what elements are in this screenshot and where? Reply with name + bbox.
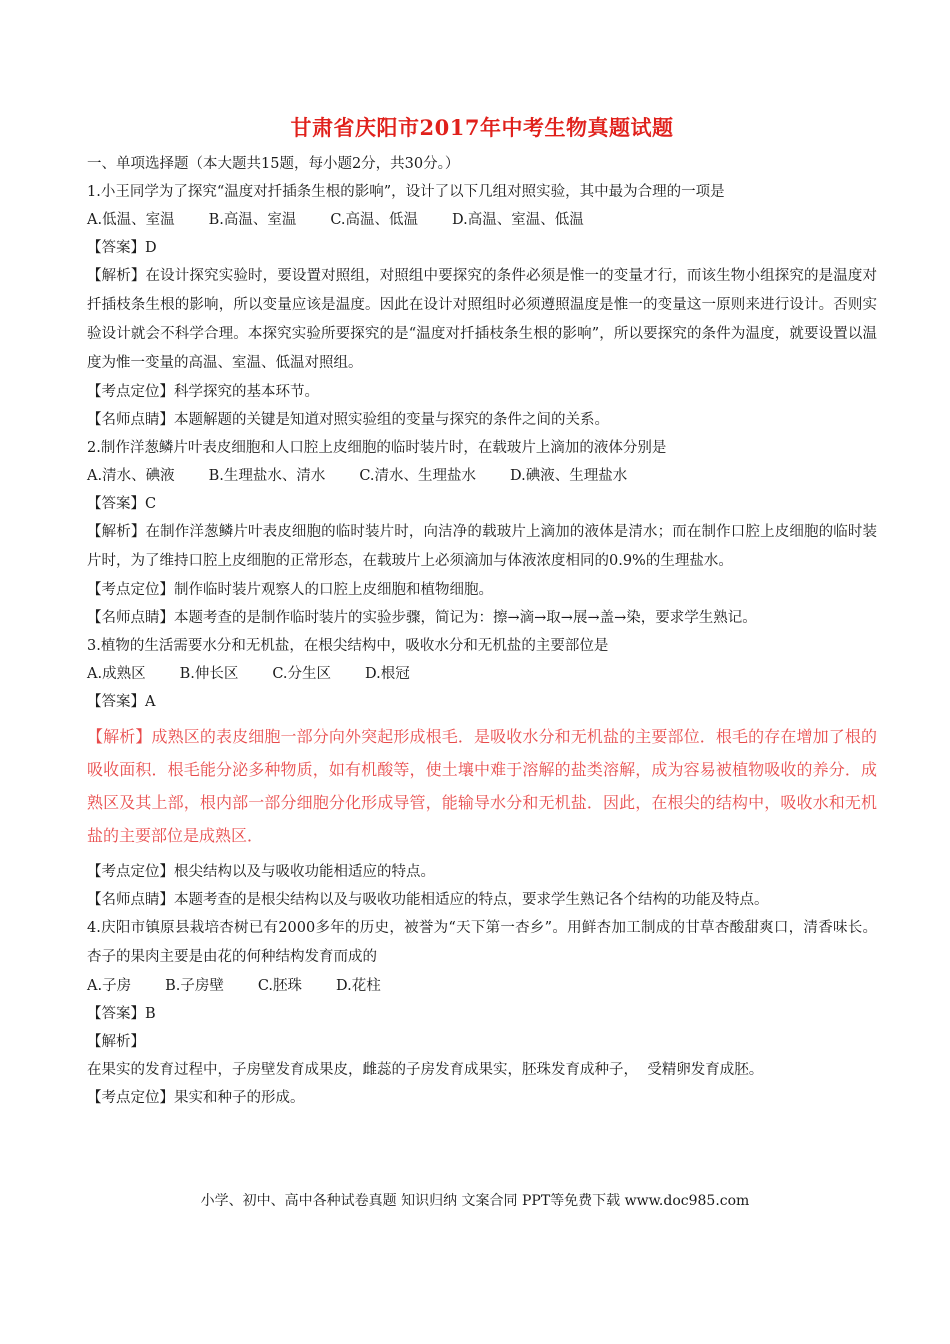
q3-option-d: D.根冠 (365, 666, 410, 682)
q4-analysis: 在果实的发育过程中，子房壁发育成果皮，雌蕊的子房发育成果实，胚珠发育成种子， 受精卵发育成胚。 (87, 1062, 764, 1078)
q1-option-d: D.高温、室温、低温 (452, 212, 584, 228)
q2-option-b: B.生理盐水、清水 (208, 468, 326, 484)
q2-stem: 2.制作洋葱鳞片叶表皮细胞和人口腔上皮细胞的临时装片时，在载玻片上滴加的液体分别是 (87, 440, 667, 456)
q2-options (87, 462, 877, 490)
q3-stem: 3.植物的生活需要水分和无机盐，在根尖结构中，吸收水分和无机盐的主要部位是 (87, 638, 609, 654)
q3-dianjing: 【名师点睛】本题考查的是根尖结构以及与吸收功能相适应的特点，要求学生熟记各个结构的功能及特点。 (87, 892, 769, 908)
q4-option-d: D.花柱 (336, 978, 381, 994)
q2-answer: 【答案】C (87, 496, 157, 512)
page-title: 甘肃省庆阳市2017年中考生物真题试题 (290, 115, 674, 140)
q3-option-c: C.分生区 (272, 666, 332, 682)
q1-option-b: B.高温、室温 (208, 212, 297, 228)
page-footer: 小学、初中、高中各种试卷真题 知识归纳 文案合同 PPT等免费下载 www.doc985.com (200, 1193, 750, 1209)
q3-answer: 【答案】A (87, 694, 156, 710)
q1-option-a: A.低温、室温 (87, 212, 175, 228)
q3-kaodian: 【考点定位】根尖结构以及与吸收功能相适应的特点。 (87, 864, 435, 880)
q1-answer: 【答案】D (87, 240, 157, 256)
q2-option-d: D.碘液、生理盐水 (510, 468, 628, 484)
q1-option-c: C.高温、低温 (330, 212, 419, 228)
q2-kaodian: 【考点定位】制作临时装片观察人的口腔上皮细胞和植物细胞。 (87, 582, 493, 598)
q3-options (87, 660, 877, 688)
section-heading: 一、单项选择题（本大题共15题，每小题2分，共30分。） (87, 156, 460, 172)
document-body (87, 112, 877, 1112)
q2-analysis: 【解析】在制作洋葱鳞片叶表皮细胞的临时装片时，向洁净的载玻片上滴加的液体是清水；而在制作口腔上皮细胞的临时装片时，为了维持口腔上皮细胞的正常形态，在载玻片上必须滴加与体液浓度相同的0.9%的生理盐水。 (87, 524, 877, 569)
q2-dianjing: 【名师点睛】本题考查的是制作临时装片的实验步骤，简记为：擦→滴→取→展→盖→染，要求学生熟记。 (87, 610, 757, 626)
q4-option-c: C.胚珠 (257, 978, 303, 994)
q4-analysis-label: 【解析】 (87, 1034, 145, 1050)
q1-analysis: 【解析】在设计探究实验时，要设置对照组，对照组中要探究的条件必须是惟一的变量才行，而该生物小组探究的是温度对扦插枝条生根的影响，所以变量应该是温度。因此在设计对照组时必须遵照温度是惟一的变量这一原则来进行设计。否则实验设计就会不科学合理。本探究实验所要探究的是“温度对扦插枝条生根的影响”，所以要探究的条件为温度，就要设置以温度为惟一变量的高温、室温、低温对照组。 (87, 268, 877, 371)
q4-options (87, 972, 877, 1000)
q4-option-b: B.子房壁 (165, 978, 224, 994)
q1-kaodian: 【考点定位】科学探究的基本环节。 (87, 384, 319, 400)
q3-analysis: 【解析】成熟区的表皮细胞一部分向外突起形成根毛．是吸收水分和无机盐的主要部位．根毛的存在增加了根的吸收面积．根毛能分泌多种物质，如有机酸等，使土壤中难于溶解的盐类溶解，成为容易被植物吸收的养分．成熟区及其上部，根内部一部分细胞分化形成导管，能输导水分和无机盐．因此，在根尖的结构中，吸收水和无机盐的主要部位是成熟区． (87, 727, 877, 845)
q1-options (87, 206, 877, 234)
q4-option-a: A.子房 (87, 978, 132, 994)
q2-option-a: A.清水、碘液 (87, 468, 175, 484)
q3-option-a: A.成熟区 (87, 666, 146, 682)
q3-option-b: B.伸长区 (179, 666, 239, 682)
q4-kaodian: 【考点定位】果实和种子的形成。 (87, 1090, 305, 1106)
q4-answer: 【答案】B (87, 1006, 156, 1022)
q4-stem: 4.庆阳市镇原县栽培杏树已有2000多年的历史，被誉为“天下第一杏乡”。用鲜杏加工制成的甘草杏酸甜爽口，清香味长。杏子的果肉主要是由花的何种结构发育而成的 (87, 920, 877, 965)
q2-option-c: C.清水、生理盐水 (359, 468, 477, 484)
q1-stem: 1.小王同学为了探究“温度对扦插条生根的影响”，设计了以下几组对照实验，其中最为合理的一项是 (87, 184, 725, 200)
q1-dianjing: 【名师点睛】本题解题的关键是知道对照实验组的变量与探究的条件之间的关系。 (87, 412, 609, 428)
